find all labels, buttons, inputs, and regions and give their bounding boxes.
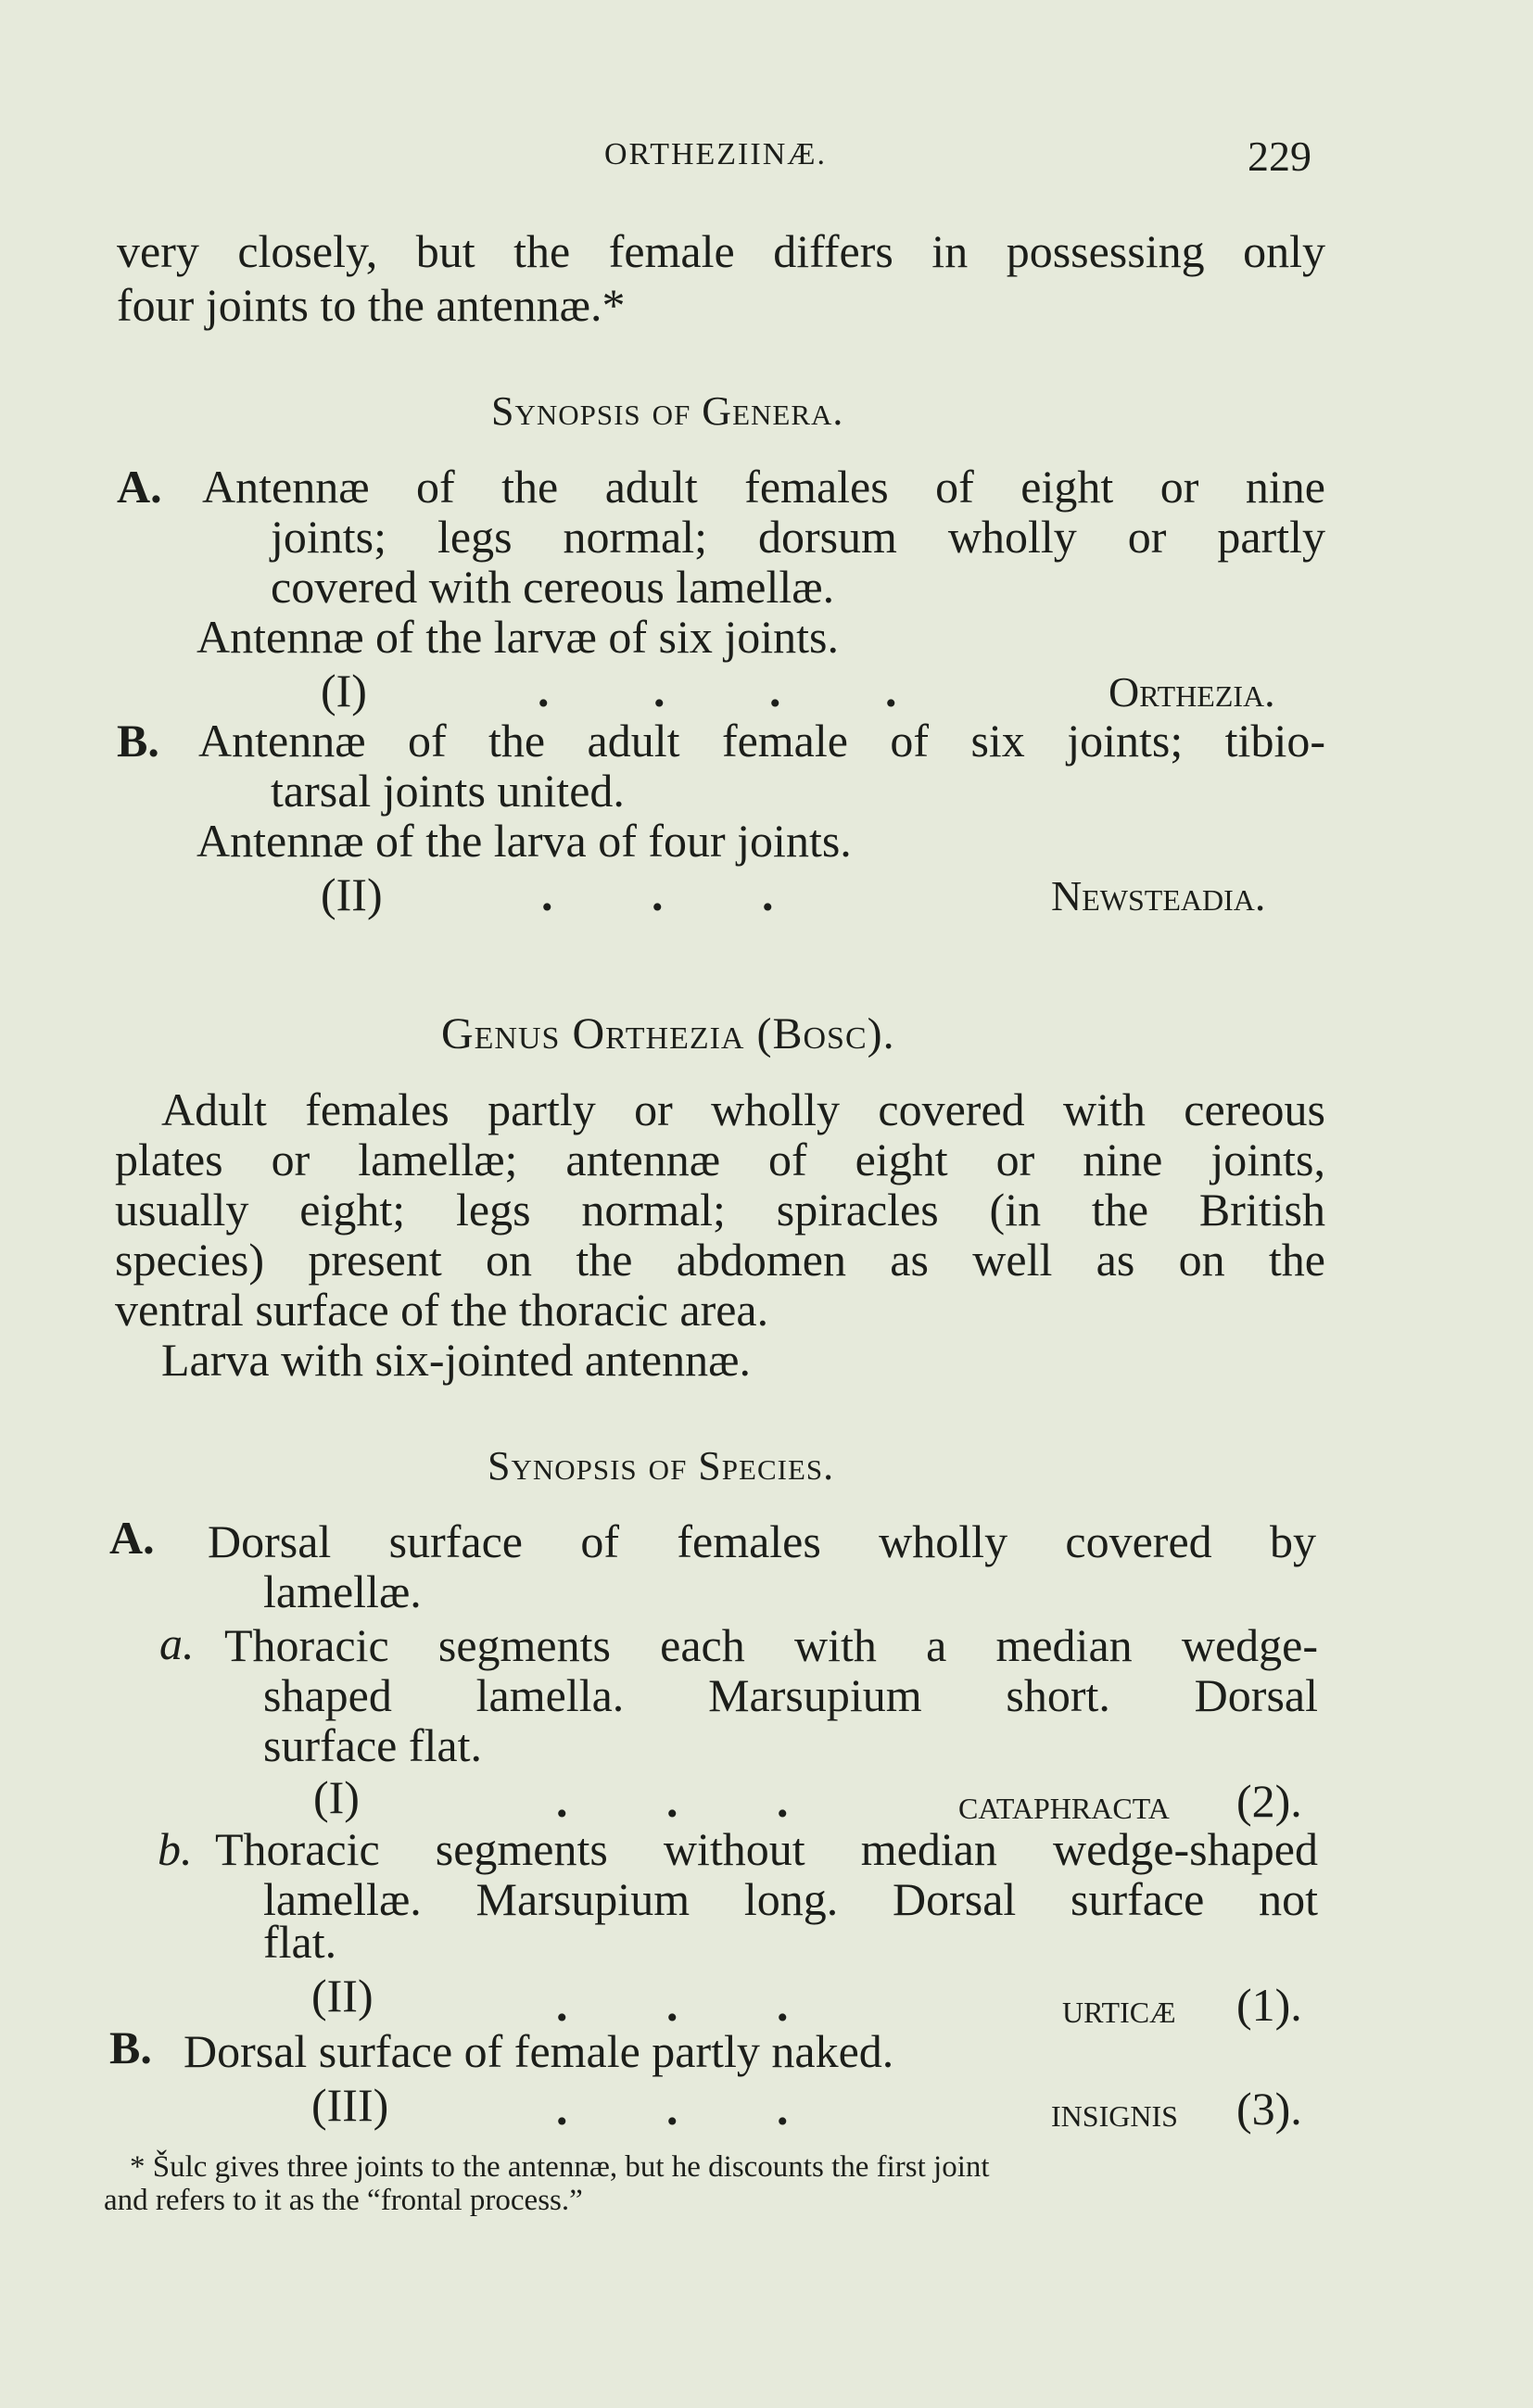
- genus-para-line-1: Adult females partly or wholly covered with cereous: [161, 1084, 1325, 1135]
- species-a-sub-b-species: urticæ: [1062, 1984, 1176, 2032]
- species-b-line-1: Dorsal surface of female partly naked.: [184, 2025, 894, 2077]
- footnote-line-2: and refers to it as the “frontal process.”: [104, 2184, 583, 2217]
- genera-b-line-2: tarsal joints united.: [271, 765, 625, 817]
- intro-line-2: four joints to the antennæ.*: [117, 279, 626, 331]
- running-title: ORTHEZIINÆ.: [604, 137, 827, 171]
- genera-b-genus: Newsteadia.: [1051, 872, 1266, 919]
- species-a-sub-a-species: cataphracta: [958, 1781, 1170, 1828]
- species-a-sub-b-line-3: flat.: [263, 1916, 337, 1968]
- species-a-sub-b-line-2: lamellæ. Marsupium long. Dorsal surface not: [263, 1873, 1318, 1925]
- species-a-sub-b-dots: . . .: [556, 1979, 789, 2031]
- species-b-species: insignis: [1051, 2088, 1178, 2136]
- genus-para-line-2: plates or lamellæ; antennæ of eight or nine joints,: [115, 1134, 1325, 1185]
- genera-a-numeral: (I): [321, 665, 367, 716]
- species-b-dots: . . .: [556, 2083, 789, 2135]
- species-a-sub-a-dots: . . .: [556, 1775, 789, 1827]
- species-a-sub-b-numeral: (II): [311, 1970, 374, 2021]
- species-synopsis-heading: Synopsis of Species.: [488, 1443, 835, 1489]
- species-a-sub-b-line-1: Thoracic segments without median wedge-shaped: [215, 1823, 1318, 1875]
- species-a-sub-a-line-1: Thoracic segments each with a median wedge-: [224, 1619, 1318, 1671]
- species-a-sub-a-marker: a.: [159, 1617, 195, 1669]
- genus-para-line-5: ventral surface of the thoracic area.: [115, 1284, 769, 1336]
- intro-line-1: very closely, but the female differs in possessing only: [117, 225, 1325, 277]
- page-number: 229: [1248, 133, 1311, 180]
- species-b-numeral: (III): [311, 2079, 389, 2131]
- genera-a-dots: . . . .: [538, 665, 897, 716]
- genera-b-marker: B.: [117, 715, 159, 767]
- genera-synopsis-heading: Synopsis of Genera.: [491, 388, 844, 434]
- species-a-line-2: lamellæ.: [263, 1565, 422, 1617]
- genera-a-line-1: Antennæ of the adult females of eight or nine: [202, 461, 1325, 513]
- genus-heading: Genus Orthezia (Bosc).: [441, 1009, 895, 1058]
- species-a-sub-a-line-2: shaped lamella. Marsupium short. Dorsal: [263, 1669, 1318, 1721]
- genera-b-numeral: (II): [321, 868, 383, 920]
- species-a-marker: A.: [109, 1512, 155, 1564]
- species-b-marker: B.: [109, 2021, 152, 2073]
- genera-a-line-3: covered with cereous lamellæ.: [271, 561, 835, 613]
- species-a-sub-a-number: (2).: [1236, 1775, 1302, 1827]
- genus-para-line-6: Larva with six-jointed antennæ.: [161, 1334, 751, 1386]
- species-b-number: (3).: [1236, 2083, 1302, 2135]
- species-a-line-1: Dorsal surface of females wholly covered by: [208, 1515, 1316, 1567]
- species-a-sub-a-numeral: (I): [313, 1771, 360, 1823]
- genus-para-line-4: species) present on the abdomen as well as on the: [115, 1234, 1325, 1286]
- genera-b-dots: . . .: [541, 868, 774, 920]
- genera-a-marker: A.: [117, 461, 162, 513]
- species-a-sub-a-line-3: surface flat.: [263, 1719, 482, 1771]
- genera-b-line-1: Antennæ of the adult female of six joints; tibio-: [198, 715, 1325, 767]
- footnote-line-1: * Šulc gives three joints to the antennæ, but he discounts the first joint: [130, 2150, 990, 2184]
- genera-a-line-2: joints; legs normal; dorsum wholly or partly: [271, 511, 1325, 563]
- genera-b-line-3: Antennæ of the larva of four joints.: [196, 815, 852, 867]
- species-a-sub-b-marker: b.: [158, 1823, 193, 1875]
- species-a-sub-b-number: (1).: [1236, 1979, 1302, 2031]
- genus-para-line-3: usually eight; legs normal; spiracles (in the British: [115, 1184, 1325, 1236]
- genera-a-genus: Orthezia.: [1109, 668, 1275, 716]
- genera-a-line-4: Antennæ of the larvæ of six joints.: [196, 611, 839, 663]
